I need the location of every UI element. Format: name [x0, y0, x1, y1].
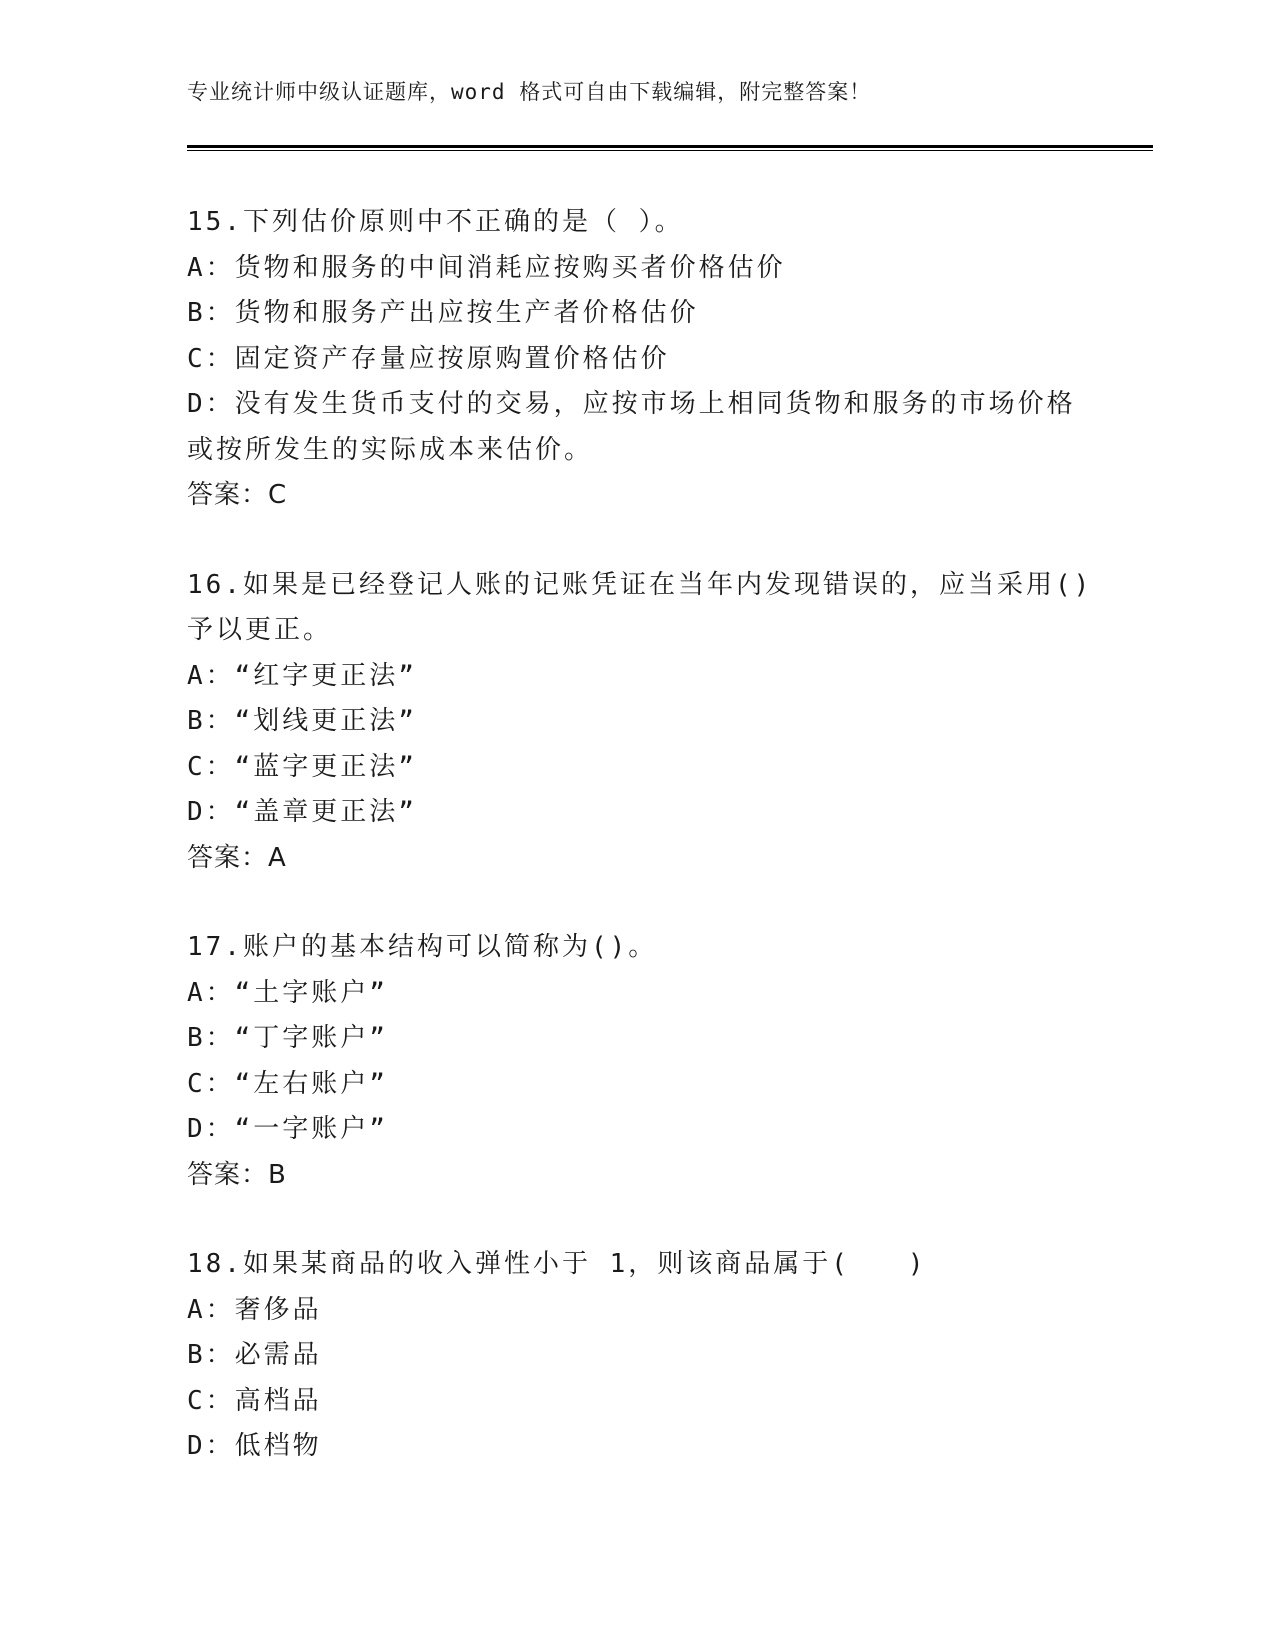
- answer-label: 答案：A: [187, 842, 287, 873]
- option-a: A：货物和服务的中间消耗应按购买者价格估价: [187, 252, 786, 283]
- question-18: [187, 1242, 1087, 1470]
- question-16: [187, 563, 1093, 882]
- question-stem: 16.如果是已经登记人账的记账凭证在当年内发现错误的，应当采用(): [187, 569, 1093, 600]
- option-a: A：“红字更正法”: [187, 660, 417, 691]
- option-a: A：奢侈品: [187, 1294, 322, 1325]
- question-15: [187, 200, 1087, 519]
- question-stem: 18.如果某商品的收入弹性小于 1，则该商品属于( ): [187, 1249, 927, 1279]
- answer-label: 答案：B: [187, 1159, 287, 1190]
- question-stem-continued: 予以更正。: [187, 615, 333, 645]
- question-stem: 17.账户的基本结构可以简称为()。: [187, 932, 658, 962]
- option-d: D：没有发生货币支付的交易，应按市场上相同货物和服务的市场价格: [187, 389, 1076, 419]
- option-d: D：低档物: [187, 1431, 322, 1461]
- option-d-continued: 或按所发生的实际成本来估价。: [187, 434, 594, 465]
- question-list: [187, 200, 1093, 1514]
- page-header: 专业统计师中级认证题库，word 格式可自由下载编辑，附完整答案！: [187, 80, 872, 104]
- option-b: B：必需品: [187, 1340, 322, 1370]
- option-c: C：“左右账户”: [187, 1068, 388, 1099]
- option-b: B：货物和服务产出应按生产者价格估价: [187, 298, 699, 328]
- header-divider-thick: [187, 145, 1153, 148]
- question-stem: 15.下列估价原则中不正确的是（ ）。: [187, 207, 684, 237]
- option-b: B：“划线更正法”: [187, 706, 417, 736]
- header-divider-thin: [187, 150, 1153, 151]
- option-c: C：“蓝字更正法”: [187, 751, 417, 782]
- option-a: A：“土字账户”: [187, 977, 388, 1008]
- option-d: D：“盖章更正法”: [187, 797, 417, 827]
- option-b: B：“丁字账户”: [187, 1023, 388, 1053]
- answer-label: 答案：C: [187, 480, 288, 510]
- option-c: C：高档品: [187, 1385, 322, 1416]
- option-d: D：“一字账户”: [187, 1114, 388, 1144]
- option-c: C：固定资产存量应按原购置价格估价: [187, 343, 670, 374]
- question-17: [187, 925, 1087, 1198]
